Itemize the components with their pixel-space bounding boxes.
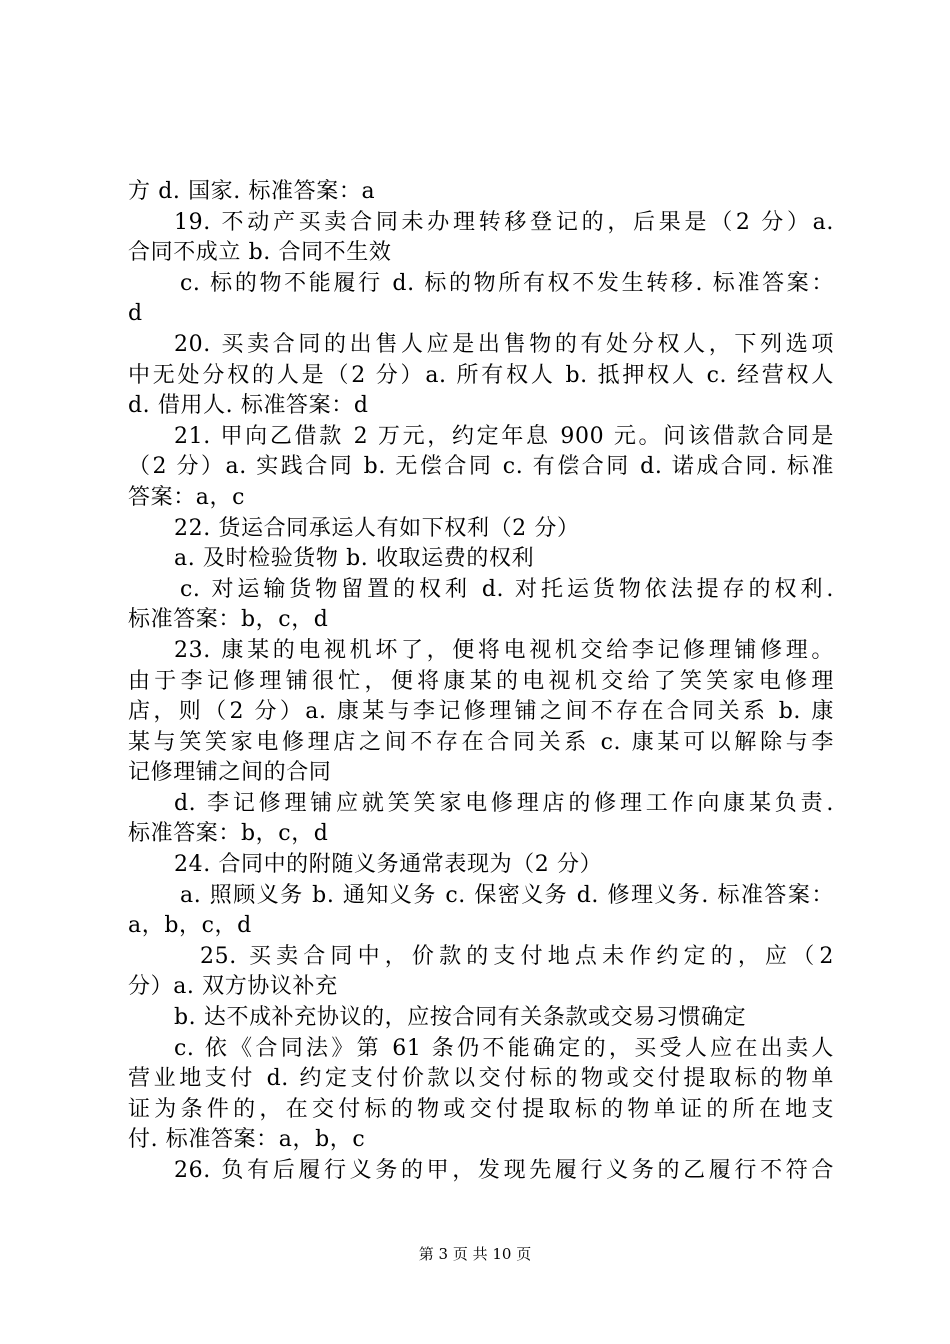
text-line: 答案：a，c: [128, 484, 246, 510]
text-line: a，b，c，d: [128, 913, 252, 939]
text-line: 证为条件的，在交付标的物或交付提取标的物单证的所在地支: [128, 1096, 834, 1122]
text-line: b. 达不成补充协议的，应按合同有关条款或交易习惯确定: [174, 1005, 747, 1031]
text-line: 20. 买卖合同的出售人应是出售物的有处分权人，下列选项: [174, 331, 834, 357]
text-line: 标准答案：b，c，d: [128, 821, 329, 847]
text-line: 23. 康某的电视机坏了，便将电视机交给李记修理铺修理。: [174, 637, 834, 663]
text-line: c. 对运输货物留置的权利 d. 对托运货物依法提存的权利.: [180, 576, 834, 602]
text-line: a. 及时检验货物 b. 收取运费的权利: [174, 546, 535, 572]
text-line: a. 照顾义务 b. 通知义务 c. 保密义务 d. 修理义务. 标准答案：: [180, 882, 834, 908]
text-line: c. 依《合同法》第 61 条仍不能确定的，买受人应在出卖人: [174, 1035, 834, 1061]
document-body: [128, 177, 834, 1187]
text-line: 合同不成立 b. 合同不生效: [128, 240, 392, 266]
text-line: 25. 买卖合同中，价款的支付地点未作约定的，应（2: [200, 943, 834, 969]
text-line: （2 分）a. 实践合同 b. 无偿合同 c. 有偿合同 d. 诺成合同. 标准: [128, 454, 834, 480]
text-line: 21. 甲向乙借款 2 万元，约定年息 900 元。问该借款合同是: [174, 423, 834, 449]
text-line: c. 标的物不能履行 d. 标的物所有权不发生转移. 标准答案：: [180, 270, 834, 296]
page-footer: [0, 1243, 950, 1264]
text-line: 记修理铺之间的合同: [128, 760, 332, 786]
text-line: d. 借用人. 标准答案：d: [128, 393, 369, 419]
text-line: 某与笑笑家电修理店之间不存在合同关系 c. 康某可以解除与李: [128, 729, 834, 755]
text-line: 24. 合同中的附随义务通常表现为（2 分）: [174, 852, 603, 878]
text-line: 26. 负有后履行义务的甲，发现先履行义务的乙履行不符合: [174, 1158, 834, 1183]
page-number: 第 3 页 共 10 页: [418, 1245, 532, 1263]
text-line: d: [128, 301, 143, 327]
text-line: d. 李记修理铺应就笑笑家电修理店的修理工作向康某负责.: [174, 790, 834, 816]
text-line: 付. 标准答案：a，b，c: [128, 1127, 366, 1153]
text-line: 22. 货运合同承运人有如下权利（2 分）: [174, 515, 580, 541]
text-line: 方 d. 国家. 标准答案：a: [128, 179, 376, 204]
text-line: 标准答案：b，c，d: [128, 607, 329, 633]
text-line: 中无处分权的人是（2 分）a. 所有权人 b. 抵押权人 c. 经营权人: [128, 362, 834, 388]
text-line: 店，则（2 分）a. 康某与李记修理铺之间不存在合同关系 b. 康: [128, 699, 834, 725]
text-line: 由于李记修理铺很忙，便将康某的电视机交给了笑笑家电修理: [128, 668, 834, 694]
text-line: 分）a. 双方协议补充: [128, 974, 338, 1000]
text-line: 19. 不动产买卖合同未办理转移登记的，后果是（2 分）a.: [174, 209, 834, 235]
text-line: 营业地支付 d. 约定支付价款以交付标的物或交付提取标的物单: [128, 1066, 834, 1092]
